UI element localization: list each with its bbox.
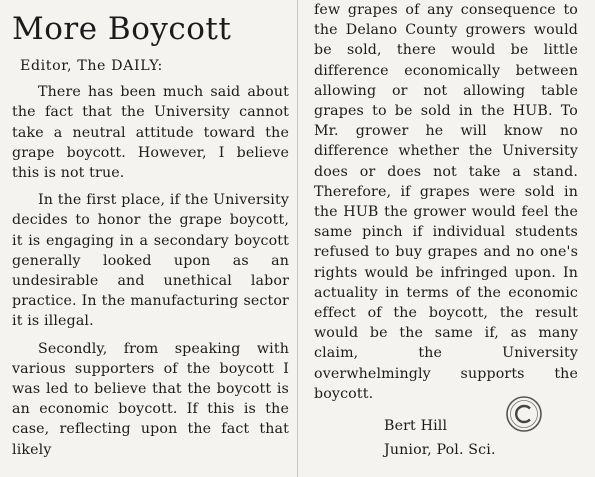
signature-title: Junior, Pol. Sci. [384, 442, 496, 459]
article-headline: More Boycott [12, 11, 232, 47]
left-column [12, 0, 289, 467]
paragraph-1: There has been much said about the fact that the University cannot take a neutral attitude toward the grape boycott. However, I believe this is not true. [12, 84, 289, 182]
column-divider [297, 0, 298, 477]
paragraph-2: In the first place, if the University decides to honor the grape boycott, it is engaging in a secondary boycott generally looked upon as an undesirable and unethical labor practice. In the manufacturing sector it is illegal. [12, 192, 289, 330]
salutation: Editor, The DAILY: [20, 58, 163, 74]
right-column [314, 0, 578, 462]
paragraph-3-continued: few grapes of any consequence to the Delano County growers would be sold, there would be little difference economically between allowing or not allowing table grapes to be sold in the HUB. To Mr. grower he will know no difference whether the University does or does not take a stand. Therefore, if grapes were sold in the HUB the grower would feel the same pinch if individual students refused to buy grapes and no one's rights would be infringed upon. In actuality in terms of the economic effect of the boycott, the result would be the same if, as many claim, the University overwhelmingly supports the boycott. [314, 2, 578, 402]
paragraph-3: Secondly, from speaking with various supporters of the boycott I was led to believe that the boycott is an economic boycott. If this is the case, reflecting upon the fact that likely [12, 340, 289, 458]
copyright-icon [504, 394, 544, 434]
signature-name: Bert Hill [384, 418, 448, 435]
